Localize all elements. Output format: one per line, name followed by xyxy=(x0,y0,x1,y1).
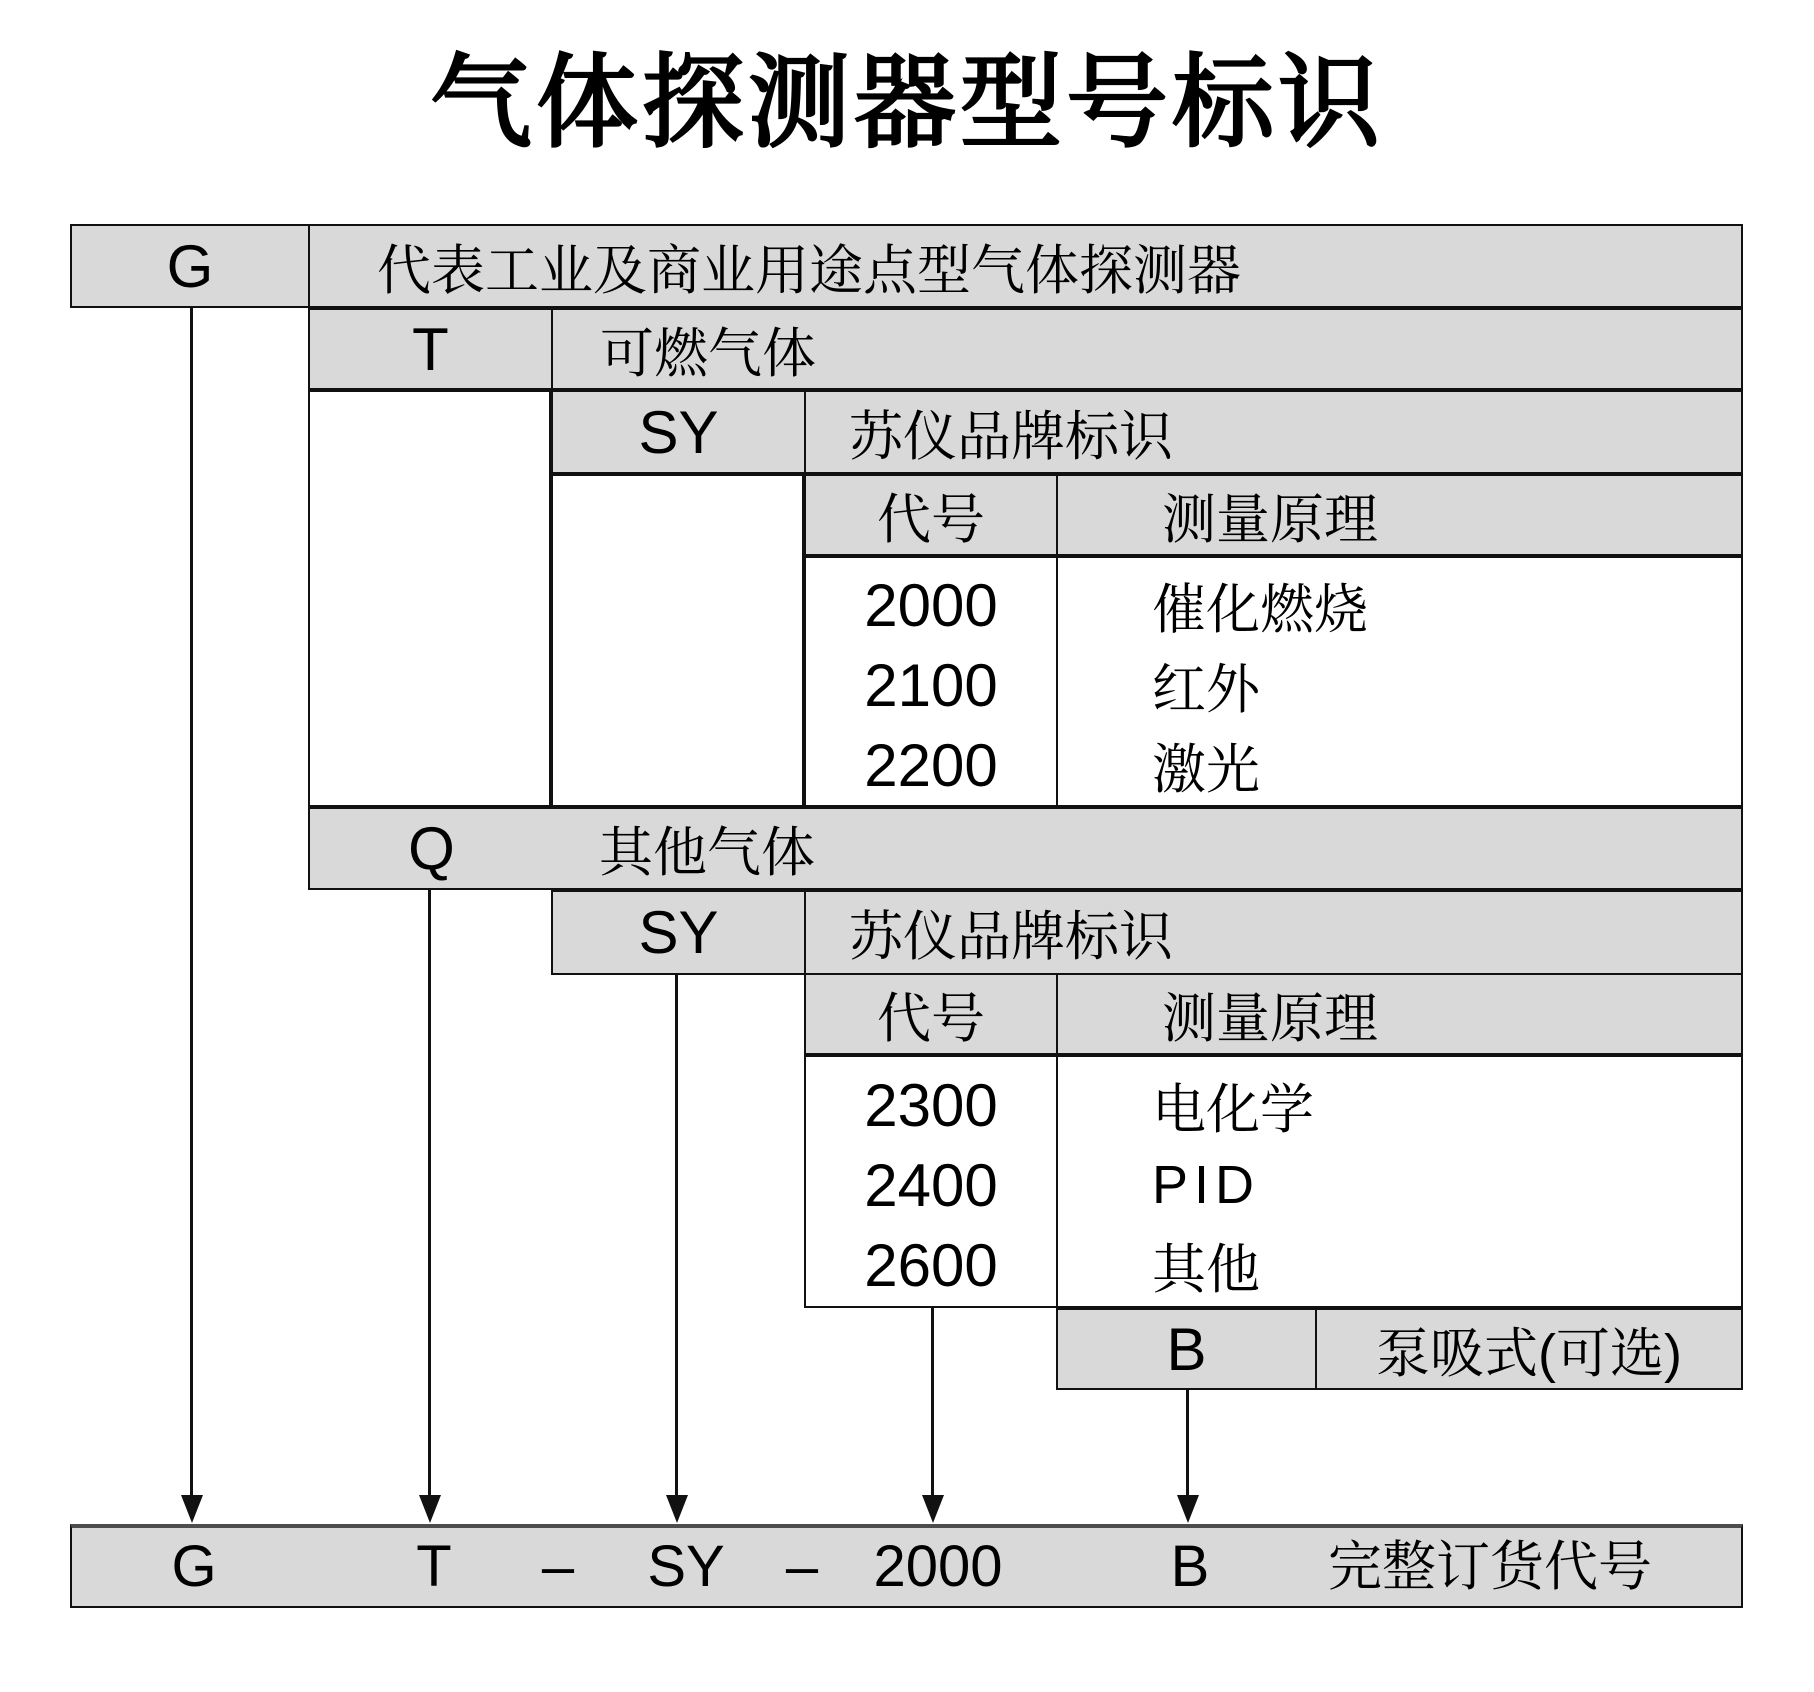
table1-header xyxy=(804,474,1743,556)
order-code-row xyxy=(70,1524,1743,1608)
table-cell: 2000 xyxy=(864,572,998,640)
order-part-dash: – xyxy=(541,1534,575,1599)
table2-header-principle: 测量原理 xyxy=(1162,988,1378,1049)
arrow-line-b xyxy=(1186,1390,1189,1496)
arrow-down-icon xyxy=(922,1495,944,1523)
table1-header-principle: 测量原理 xyxy=(1162,489,1378,550)
row-t-code: T xyxy=(310,310,553,388)
row-sy2-code: SY xyxy=(553,892,806,973)
row-sy1-label: 苏仪品牌标识 xyxy=(849,406,1173,467)
table2-header xyxy=(804,973,1743,1055)
row-sy2 xyxy=(551,890,1743,975)
spacer-cell-under-sy1 xyxy=(551,474,804,807)
table2-body xyxy=(804,1055,1743,1308)
order-row-label: 完整订货代号 xyxy=(1328,1537,1652,1597)
arrow-down-icon xyxy=(666,1495,688,1523)
table-cell: 2400 xyxy=(864,1151,998,1219)
page-title: 气体探测器型号标识 xyxy=(430,46,1384,160)
row-q-label: 其他气体 xyxy=(599,823,815,883)
table2-header-code: 代号 xyxy=(806,975,1058,1053)
row-t xyxy=(308,308,1743,390)
table-cell: 2200 xyxy=(864,731,998,799)
order-part-g: G xyxy=(171,1534,217,1599)
table-cell: 2100 xyxy=(864,652,998,719)
table1-code-column xyxy=(806,558,1058,805)
row-g-label: 代表工业及商业用途点型气体探测器 xyxy=(377,240,1241,301)
row-sy1-code: SY xyxy=(553,392,806,472)
arrow-down-icon xyxy=(1177,1495,1199,1523)
order-part-b: B xyxy=(1170,1534,1210,1599)
arrow-down-icon xyxy=(419,1495,441,1523)
row-sy2-label: 苏仪品牌标识 xyxy=(849,907,1173,967)
arrow-line-model xyxy=(931,1308,934,1496)
table2-code-column xyxy=(806,1057,1058,1306)
order-part-sy: SY xyxy=(647,1534,725,1599)
table-cell: 激光 xyxy=(1152,739,1260,800)
spacer-cell-under-t xyxy=(308,390,551,807)
table-cell: PID xyxy=(1152,1155,1261,1216)
order-part-model: 2000 xyxy=(873,1534,1003,1599)
row-sy1 xyxy=(551,390,1743,474)
row-b xyxy=(1056,1308,1743,1390)
arrow-down-icon xyxy=(181,1495,203,1523)
row-q-code: Q xyxy=(408,815,455,882)
table-cell: 其他 xyxy=(1152,1240,1260,1301)
row-b-label: 泵吸式(可选) xyxy=(1376,1323,1682,1384)
table1-body xyxy=(804,556,1743,807)
table-cell: 红外 xyxy=(1152,660,1260,720)
table-cell: 2600 xyxy=(864,1232,998,1300)
order-part-dash: – xyxy=(785,1534,819,1599)
table1-principle-column xyxy=(1058,558,1741,805)
row-g xyxy=(70,224,1743,308)
row-b-code: B xyxy=(1058,1310,1317,1388)
table2-principle-column xyxy=(1058,1057,1741,1306)
table-cell: 电化学 xyxy=(1152,1079,1314,1140)
arrow-line-g xyxy=(190,308,193,1496)
table1-header-code: 代号 xyxy=(806,476,1058,554)
table-cell: 2300 xyxy=(864,1071,998,1139)
table-cell: 催化燃烧 xyxy=(1152,580,1368,641)
row-t-label: 可燃气体 xyxy=(600,323,816,384)
row-q xyxy=(308,807,1743,890)
order-part-t: T xyxy=(416,1534,452,1599)
row-g-code: G xyxy=(72,226,310,306)
